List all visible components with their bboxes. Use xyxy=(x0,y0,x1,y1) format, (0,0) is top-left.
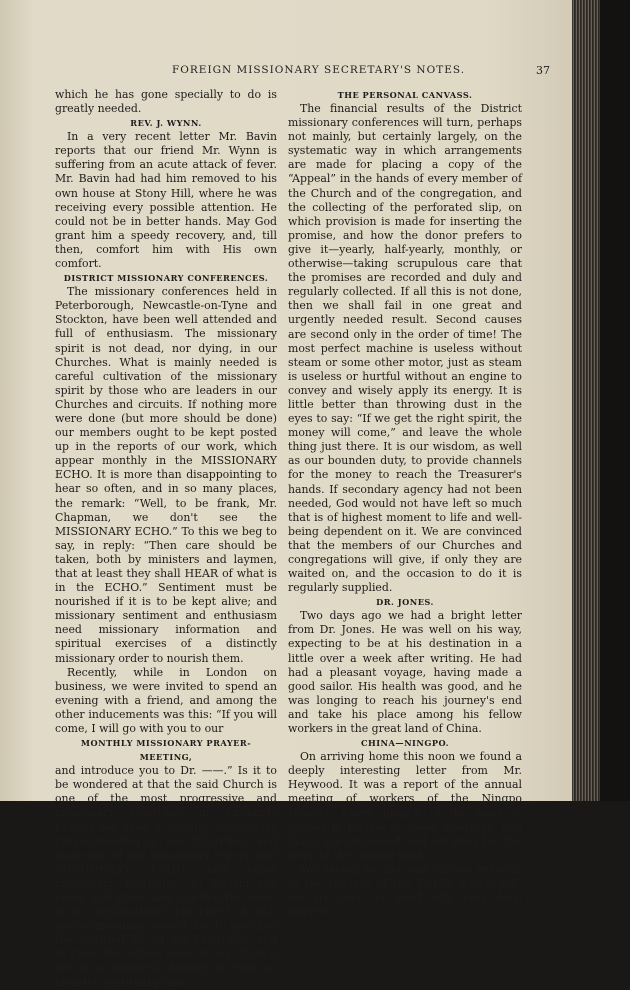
prayer-meeting-heading: MONTHLY MISSIONARY PRAYER-MEETING, xyxy=(80,738,252,763)
jones-paragraph: Two days ago we had a bright letter from Dr. Jones. He was well on his way, expecting to be at his destination in a little over a week after writing. He had had a pleasant voyage, having made a good sailor. His health was good, and he was longing to reach his journey's end and take his place among his fellow workers in the great land of China. xyxy=(288,609,522,736)
wynn-paragraph: In a very recent letter Mr. Bavin reports that our friend Mr. Wynn is suffering from an acute attack of fever. Mr. Bavin had had him removed to his own house at Stony Hill, where he was receiving every possible attention. He could not be in better hands. May God grant him a speedy recovery, and, till then, comfort him with His own comfort. xyxy=(55,130,277,271)
running-header xyxy=(40,64,562,80)
ningpo-paragraph-2: We hasten to give one or two extracts to the readers of the ECHO, which will, we are sure, be read with very deep interest. xyxy=(288,862,522,919)
book-cover-edge xyxy=(600,0,630,801)
canvass-heading: THE PERSONAL CANVASS. xyxy=(337,90,473,100)
canvass-paragraph: The financial results of the District missionary conferences will turn, perhaps not mainly, but certainly largely, on the systematic way in which arrangements are made for placing a copy of the “Appeal” in the hands of every member of the Church and of the congregation, and the collecting of the perforated slip, on which provision is made for inserting the promise, and how the donor prefers to give it—yearly, half-yearly, monthly, or otherwise—taking scrupulous care that the promises are recorded and duly and regularly collected. If all this is not done, then we shall fail in one great and urgently needed result. Second causes are second only in the order of time! The most perfect machine is useless without steam or some other motor, just as steam is useless or hurtful without an engine to convey and wisely apply its energy. It is little better than throwing dust in the eyes to say: “If we get the right spirit, the money will come,” and leave the whole thing just there. It is our wisdom, as well as our bounden duty, to provide channels for the money to reach the Treasurer's hands. If secondary agency had not been needed, God would not have left so much that is of highest moment to life and well-being dependent on it. We are convinced that the members of our Churches and congregations will give, if only they are waited on, and the occasion to do it is regularly supplied. xyxy=(288,102,522,595)
left-column xyxy=(55,88,277,990)
intro-paragraph: which he has gone specially to do is greatly needed. xyxy=(55,88,277,116)
conferences-heading: DISTRICT MISSIONARY CONFERENCES. xyxy=(63,273,269,284)
conferences-paragraph-2: Recently, while in London on business, we were invited to spend an evening with a friend, and among the other inducements was this: “If you will come, I will go with you to our xyxy=(55,665,277,736)
running-title: FOREIGN MISSIONARY SECRETARY'S NOTES. xyxy=(172,64,466,76)
ningpo-paragraph-1: On arriving home this noon we found a deeply interesting letter from Mr. Heywood. It was a report of the annual meeting of workers of the Ningpo District. Every branch of the work is passed in review at these meetings, and plans are discussed and adopted for the work of the coming year. xyxy=(288,750,522,862)
prayer-meeting-paragraph: and introduce you to Dr. ——.” Is it to be wondered at that the said Church is one of the most progressive and missionary Churches in England? Cannot we have a monthly missionary prayer-meeting in our Churches, and make use of our missionary report, and MISSIONARY ECHO, and other missionary literature, to inform the mind, and guide and quicken the heart in its supplications? The effect of such prayer-meetings would be to quicken the spiritual life of our Churches, and to raise the whole tone of our Church life to a distinctly higher, as well as broader, spiritual plane. xyxy=(55,764,277,989)
conferences-paragraph-1: The missionary conferences held in Peterborough, Newcastle-on-Tyne and Stockton, have been well attended and full of enthusiasm. The missionary spirit is not dead, nor dying, in our Churches. What is mainly needed is careful cultivation of the missionary spirit by those who are leaders in our Churches and circuits. If nothing more were done (but more should be done) our members ought to be kept posted up in the reports of our work, which appear monthly in the MISSIONARY ECHO. It is more than disappointing to hear so often, and in so many places, the remark: “Well, to be frank, Mr. Chapman, we don't see the MISSIONARY ECHO.” To this we beg to say, in reply: “Then care should be taken, both by ministers and laymen, that at least they shall HEAR of what is in the ECHO.” Sentiment must be nourished if it is to be kept alive; and missionary sentiment and enthusiasm need missionary information and spiritual exercises of a distinctly missionary order to nourish them. xyxy=(55,285,277,665)
right-column xyxy=(288,88,522,919)
jones-heading: DR. JONES. xyxy=(376,597,434,608)
page-number: 37 xyxy=(536,64,550,77)
ningpo-heading: CHINA—NINGPO. xyxy=(360,738,450,749)
wynn-heading: REV. J. WYNN. xyxy=(130,118,202,129)
